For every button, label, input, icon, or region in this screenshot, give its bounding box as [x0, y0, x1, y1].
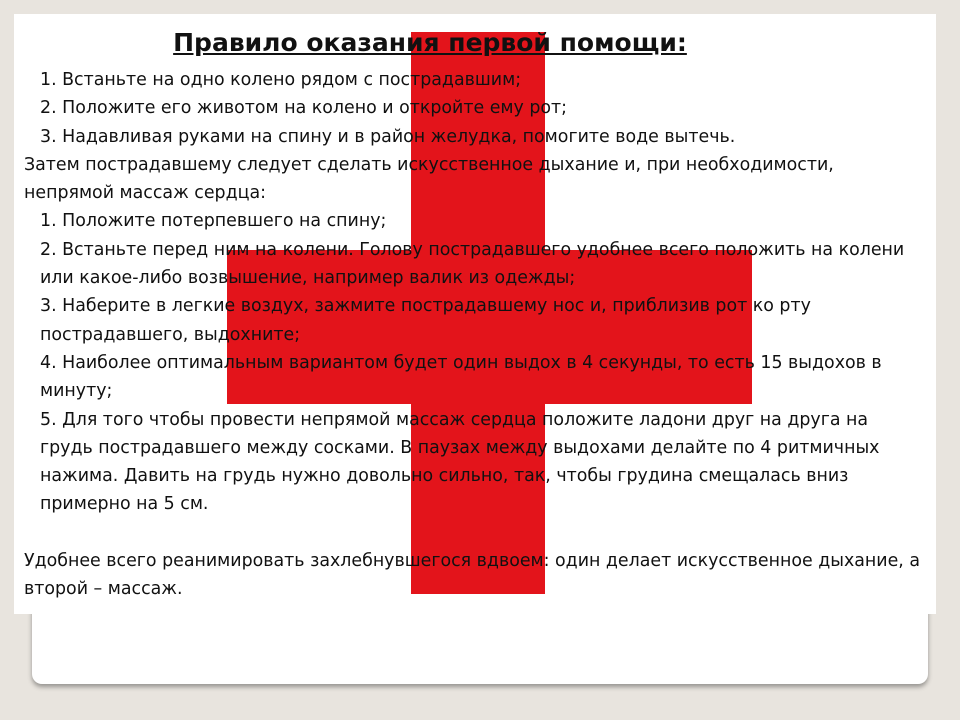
water-step: 2. Положите его животом на колено и откройте ему рот;: [40, 98, 568, 119]
cpr-step: 5. Для того чтобы провести непрямой массаж сердца положите ладони друг на друга на грудь пострадавшего между сосками. В паузах между выдохами делайте по 4 ритмичных нажима. Давить на грудь нужно довольно сильно, так, чтобы грудина смещалась вниз примерно на 5 см.: [40, 409, 880, 515]
cpr-step: 1. Положите потерпевшего на спину;: [40, 211, 387, 232]
instructions-body: [24, 66, 924, 603]
conclusion-paragraph: Удобнее всего реанимировать захлебнувшегося вдвоем: один делает искусственное дыхание, а второй – массаж.: [24, 550, 921, 600]
cpr-step: 3. Наберите в легкие воздух, зажмите пострадавшему нос и, приблизив рот ко рту пострадавшего, выдохните;: [40, 296, 811, 345]
page-title: Правило оказания первой помощи:: [173, 28, 687, 57]
transition-paragraph: Затем пострадавшему следует сделать искусственное дыхание и, при необходимости, непрямой массаж сердца:: [24, 154, 834, 204]
water-step: 1. Встаньте на одно колено рядом с пострадавшим;: [40, 70, 522, 90]
water-step: 3. Надавливая руками на спину и в район желудка, помогите воде вытечь.: [40, 126, 736, 147]
cpr-step: 4. Наиболее оптимальным вариантом будет один выдох в 4 секунды, то есть 15 выдохов в минуту;: [40, 352, 882, 402]
cpr-step: 2. Встаньте перед ним на колени. Голову пострадавшего удобнее всего положить на колени или какое-либо возвышение, например валик из одежды;: [40, 239, 905, 289]
paragraph-gap: [24, 519, 924, 547]
